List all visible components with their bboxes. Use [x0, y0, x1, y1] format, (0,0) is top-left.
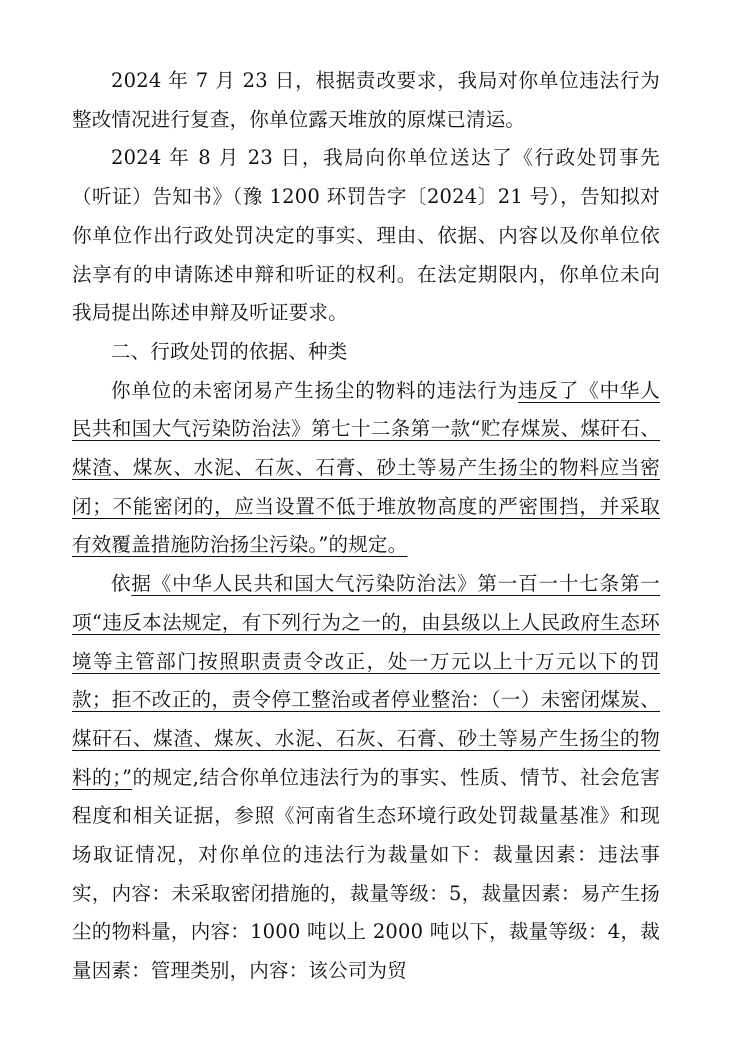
paragraph-violation: [72, 372, 660, 566]
paragraph-notice: [72, 139, 660, 333]
paragraph-basis-lead: 依: [111, 572, 132, 596]
section-heading-text: 二、行政处罚的依据、种类: [111, 339, 348, 363]
paragraph-basis: [72, 565, 660, 991]
section-heading: [72, 333, 660, 372]
paragraph-violation-lead: 你单位的未密闭易产生扬尘的物料的违法行为: [111, 378, 519, 402]
paragraph-notice-text: 2024 年 8 月 23 日，我局向你单位送达了《行政处罚事先（听证）告知书》（豫 1200 环罚告字〔2024〕21 号），告知拟对你单位作出行政处罚决定的事实、理由、依据、内容以及你单位依法享有的申请陈述申辩和听证的权利。在法定期限内，你单位未向我局提出陈述申辩及听证要求。: [72, 146, 660, 325]
paragraph-violation-citation: 违反了《中华人民共和国大气污染防治法》第七十二条第一款“贮存煤炭、煤矸石、煤渣、煤灰、水泥、石灰、石膏、砂土等易产生扬尘的物料应当密闭；不能密闭的，应当设置不低于堆放物高度的严密围挡，并采取有效覆盖措施防治扬尘污染。”的规定。: [72, 378, 660, 557]
document-page: [72, 62, 660, 991]
paragraph-basis-citation: 据《中华人民共和国大气污染防治法》第一百一十七条第一项“违反本法规定，有下列行为之一的，由县级以上人民政府生态环境等主管部门按照职责责令改正，处一万元以上十万元以下的罚款；拒不改正的，责令停工整治或者停业整治：（一）未密闭煤炭、煤矸石、煤渣、煤灰、水泥、石灰、石膏、砂土等易产生扬尘的物料的；”: [72, 572, 660, 789]
paragraph-review: [72, 62, 660, 139]
paragraph-basis-discretion: 的规定,结合你单位违法行为的事实、性质、情节、社会危害程度和相关证据，参照《河南省生态环境行政处罚裁量基准》和现场取证情况，对你单位的违法行为裁量如下：裁量因素：违法事实，内容：未采取密闭措施的，裁量等级：5，裁量因素：易产生扬尘的物料量，内容：1000 吨以上 2000 吨以下，裁量等级：4，裁量因素：管理类别，内容：该公司为贸: [72, 765, 660, 983]
paragraph-review-text: 2024 年 7 月 23 日，根据责改要求，我局对你单位违法行为整改情况进行复查，你单位露天堆放的原煤已清运。: [72, 69, 660, 131]
